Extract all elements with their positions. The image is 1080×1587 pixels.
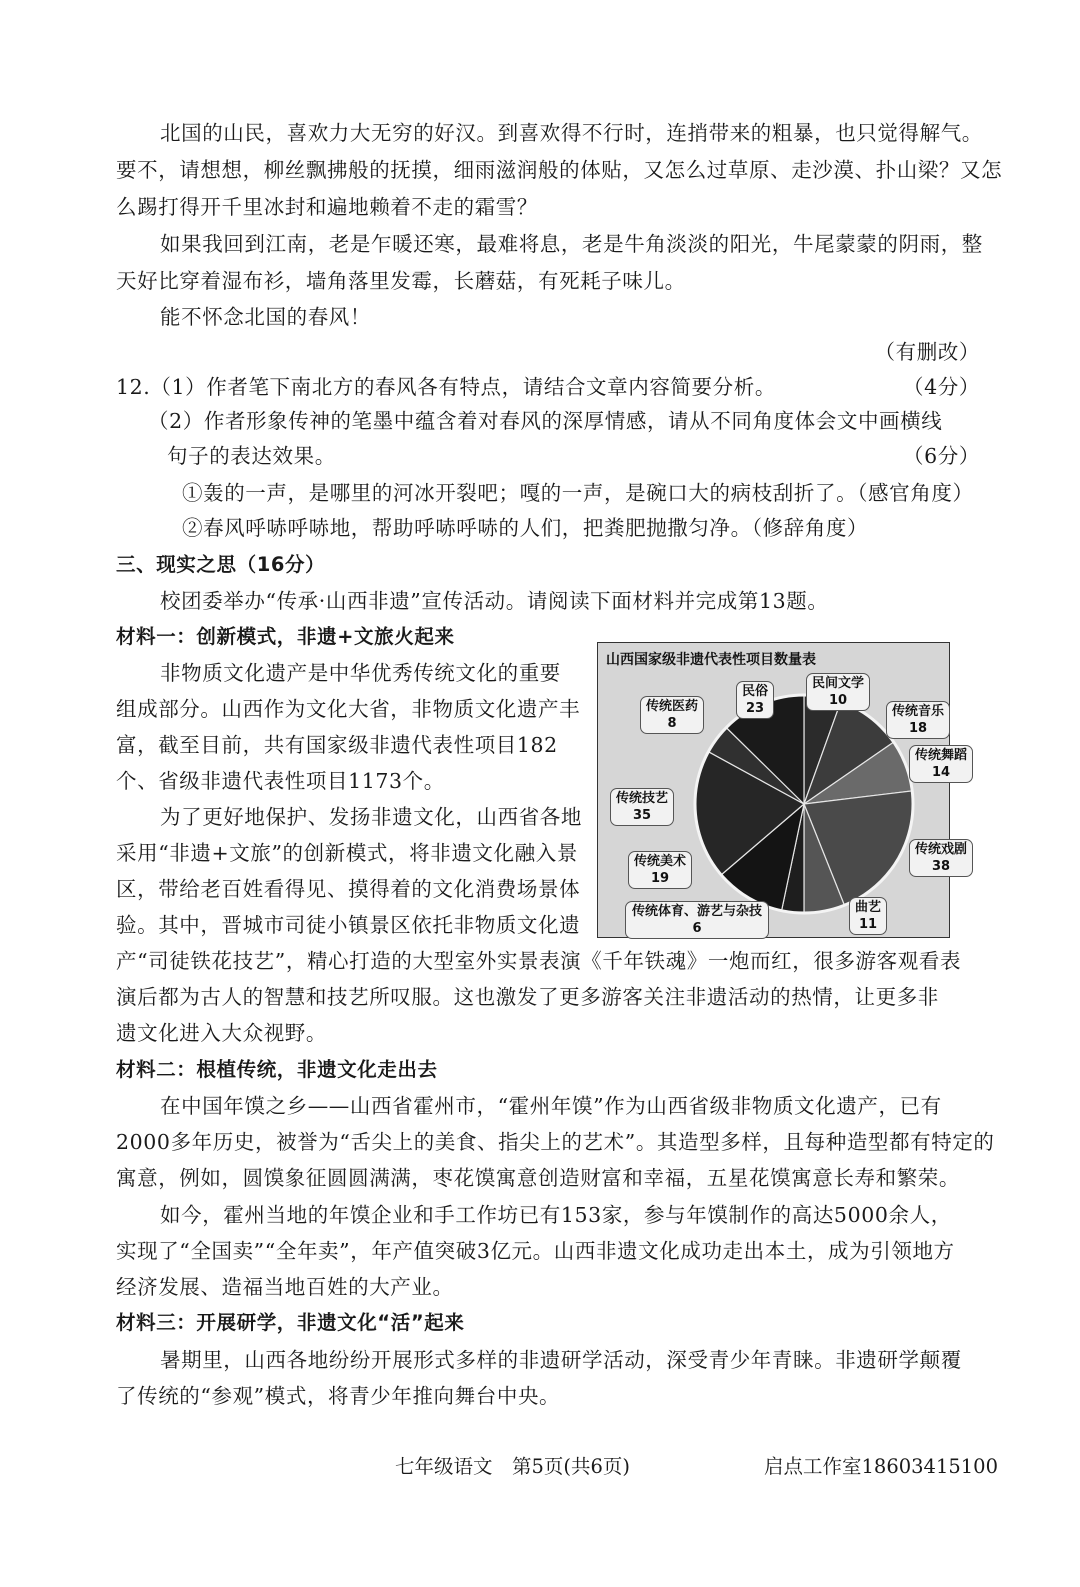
material-2-line: 经济发展、造福当地百姓的大产业。 (116, 1275, 454, 1299)
pie-slice-label (886, 701, 950, 739)
pie-slice-label (849, 897, 887, 935)
pie-slice-label (640, 696, 704, 734)
paragraph-line: 天好比穿着湿布衫，墙角落里发霉，长蘑菇，有死耗子味儿。 (116, 269, 686, 293)
material-2-line: 如今，霍州当地的年馍企业和手工作坊已有153家，参与年馍制作的高达5000余人， (160, 1203, 952, 1227)
material-2-line: 实现了“全国卖”“全年卖”，年产值突破3亿元。山西非遗文化成功走出本土，成为引领地方 (116, 1239, 955, 1263)
question-text: 12.（1）作者笔下南北方的春风各有特点，请结合文章内容简要分析。 (116, 375, 776, 399)
slice-value: 11 (858, 917, 878, 932)
page-footer-center: 七年级语文 第5页(共6页) (395, 1455, 631, 1478)
question-text: 句子的表达效果。 (167, 444, 336, 468)
material-1-line: 非物质文化遗产是中华优秀传统文化的重要 (160, 661, 561, 685)
pie-slice-label (909, 839, 973, 877)
material-1-line: 组成部分。山西作为文化大省，非物质文化遗产丰 (116, 697, 581, 721)
material-2-line: 2000多年历史，被誉为“舌尖上的美食、指尖上的艺术”。其造型多样，且每种造型都有特定的 (116, 1130, 995, 1154)
paragraph-line: 能不怀念北国的春风！ (160, 305, 371, 329)
slice-category: 传统舞蹈 (915, 748, 968, 763)
pie-slice-label (628, 851, 692, 889)
material-1-line: 演后都为古人的智慧和技艺所叹服。这也激发了更多游客关注非遗活动的热情，让更多非 (116, 985, 939, 1009)
material-3-line: 暑期里，山西各地纷纷开展形式多样的非遗研学活动，深受青少年青睐。非遗研学颠覆 (160, 1348, 962, 1372)
pie-slice-label (736, 681, 774, 719)
question-12-part-1 (116, 372, 980, 402)
material-2-line: 在中国年馍之乡——山西省霍州市，“霍州年馍”作为山西省级非物质文化遗产，已有 (160, 1094, 942, 1118)
slice-category: 传统音乐 (892, 704, 945, 719)
section-intro: 校团委举办“传承·山西非遗”宣传活动。请阅读下面材料并完成第13题。 (160, 589, 829, 613)
underlined-sentence-1: ①轰的一声，是哪里的河冰开裂吧；嘎的一声，是碗口大的病枝刮折了。（感官角度） (182, 481, 974, 505)
paragraph-line: 么踢打得开千里冰封和遍地赖着不走的霜雪？ (116, 195, 538, 219)
slice-category: 传统技艺 (616, 791, 669, 806)
question-12-part-2-cont (167, 441, 980, 471)
slice-value: 6 (692, 921, 702, 936)
section-heading: 三、现实之思（16分） (116, 553, 326, 576)
slice-category: 民间文学 (812, 676, 865, 691)
material-1-line: 采用“非遗+文旅”的创新模式，将非遗文化融入景 (116, 841, 578, 865)
slice-category: 传统医药 (646, 699, 699, 714)
question-12-part-2: （2）作者形象传神的笔墨中蕴含着对春风的深厚情感，请从不同角度体会文中画横线 (148, 409, 943, 433)
material-2-heading: 材料二：根植传统，非遗文化走出去 (116, 1058, 438, 1081)
slice-value: 35 (632, 808, 652, 823)
paragraph-line: 北国的山民，喜欢力大无穷的好汉。到喜欢得不行时，连捎带来的粗暴，也只觉得解气。 (160, 121, 983, 145)
material-1-line: 产“司徒铁花技艺”，精心打造的大型室外实景表演《千年铁魂》一炮而红，很多游客观看表 (116, 949, 962, 973)
material-1-line: 遗文化进入大众视野。 (116, 1021, 327, 1045)
question-score: （6分） (903, 444, 980, 468)
slice-value: 10 (828, 693, 848, 708)
slice-value: 14 (931, 765, 951, 780)
slice-category: 传统体育、游艺与杂技 (632, 904, 763, 919)
slice-category: 曲艺 (855, 900, 882, 915)
material-1-heading: 材料一：创新模式，非遗+文旅火起来 (116, 625, 455, 648)
slice-category: 民俗 (742, 684, 769, 699)
underlined-sentence-2: ②春风呼哧呼哧地，帮助呼哧呼哧的人们，把粪肥抛撒匀净。（修辞角度） (182, 516, 869, 540)
material-1-line: 个、省级非遗代表性项目1173个。 (116, 769, 445, 793)
pie-slice-label (625, 901, 769, 939)
pie-slice-label (806, 673, 870, 711)
material-1-line: 富，截至目前，共有国家级非遗代表性项目182 (116, 733, 558, 757)
question-score: （4分） (903, 375, 980, 399)
slice-category: 传统美术 (634, 854, 687, 869)
slice-category: 传统戏剧 (915, 842, 968, 857)
page-footer-right: 启点工作室18603415100 (764, 1455, 998, 1478)
material-1-line: 验。其中，晋城市司徒小镇景区依托非物质文化遗 (116, 913, 581, 937)
material-1-line: 区，带给老百姓看得见、摸得着的文化消费场景体 (116, 877, 581, 901)
slice-value: 19 (650, 871, 670, 886)
material-2-line: 寓意，例如，圆馍象征圆圆满满，枣花馍寓意创造财富和幸福，五星花馍寓意长寿和繁荣。 (116, 1166, 960, 1190)
slice-value: 38 (931, 859, 951, 874)
slice-value: 8 (667, 716, 677, 731)
source-note: （有删改） (874, 340, 980, 364)
material-3-line: 了传统的“参观”模式，将青少年推向舞台中央。 (116, 1384, 561, 1408)
pie-slice-label (610, 788, 674, 826)
slice-value: 18 (908, 721, 928, 736)
slice-value: 23 (745, 701, 765, 716)
material-3-heading: 材料三：开展研学，非遗文化“活”起来 (116, 1311, 465, 1334)
pie-chart (597, 642, 968, 938)
pie-slice-label (909, 745, 973, 783)
paragraph-line: 如果我回到江南，老是乍暖还寒，最难将息，老是牛角淡淡的阳光，牛尾蒙蒙的阴雨，整 (160, 232, 983, 256)
chart-title: 山西国家级非遗代表性项目数量表 (606, 652, 816, 668)
material-1-line: 为了更好地保护、发扬非遗文化，山西省各地 (160, 805, 582, 829)
paragraph-line: 要不，请想想，柳丝飘拂般的抚摸，细雨滋润般的体贴，又怎么过草原、走沙漠、扑山梁？又怎 (116, 158, 1003, 182)
